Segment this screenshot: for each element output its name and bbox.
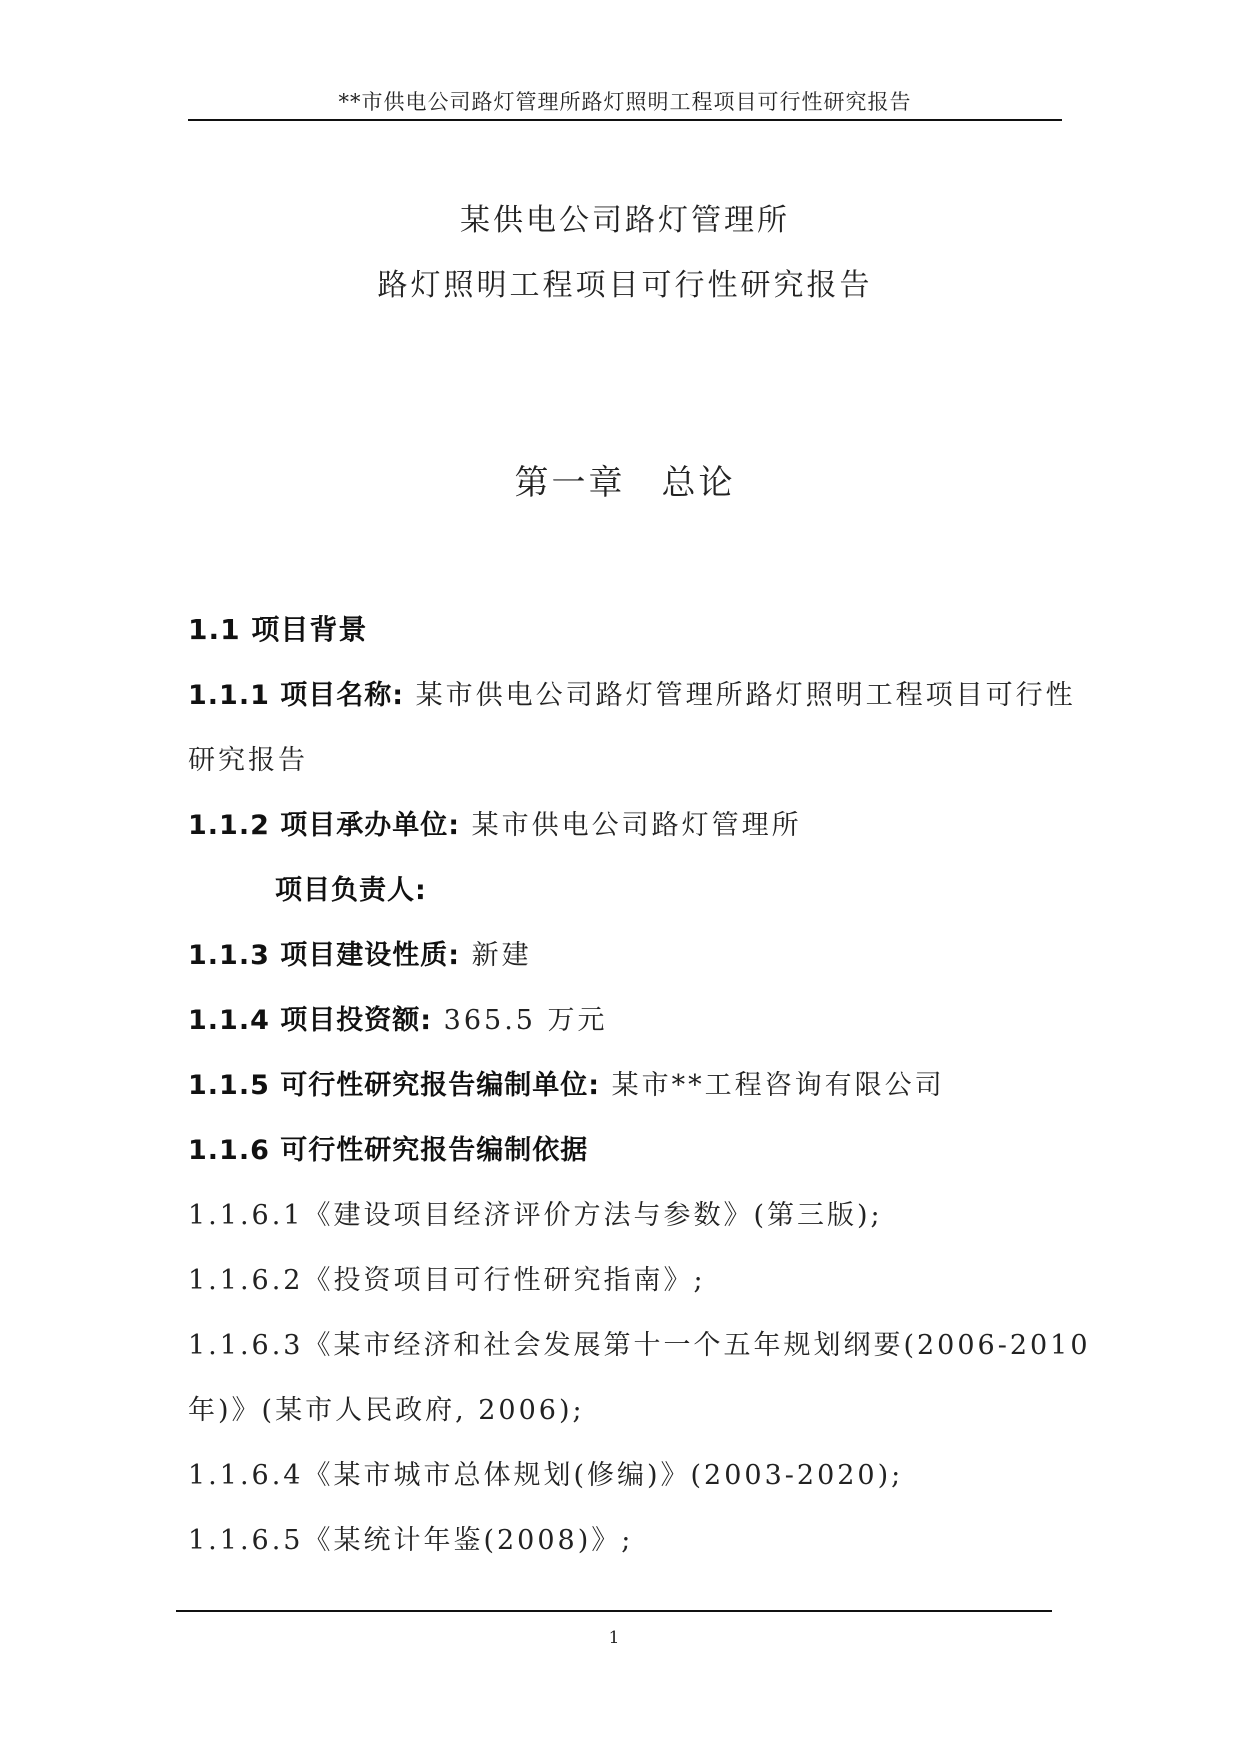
page-number: 1 — [608, 1628, 620, 1648]
section-heading: 1.1 项目背景 — [188, 613, 368, 646]
reference-3: 1.1.6.3《某市经济和社会发展第十一个五年规划纲要(2006-2010 — [188, 1330, 1091, 1361]
footer-rule — [176, 1610, 1052, 1612]
item-host-unit — [188, 803, 802, 842]
reference-3-continued: 年)》(某市人民政府, 2006); — [188, 1395, 585, 1426]
chapter-heading — [188, 455, 1062, 504]
item-label: 1.1.2 项目承办单位: — [188, 810, 461, 841]
item-project-name-continued: 研究报告 — [188, 745, 308, 776]
item-project-name — [188, 673, 1076, 712]
item-value: 新建 — [471, 940, 532, 971]
chapter-number: 第一章 — [514, 463, 626, 503]
reference-5: 1.1.6.5《某统计年鉴(2008)》; — [188, 1525, 634, 1556]
item-compiler — [188, 1063, 945, 1102]
item-label: 1.1.6 可行性研究报告编制依据 — [188, 1135, 589, 1166]
item-value: 某市供电公司路灯管理所 — [471, 810, 802, 841]
item-investment — [188, 998, 608, 1037]
item-compilation-basis — [188, 1128, 588, 1167]
item-value: 365.5 万元 — [443, 1005, 608, 1036]
item-project-leader — [275, 868, 427, 907]
item-label: 1.1.4 项目投资额: — [188, 1005, 433, 1036]
item-label: 项目负责人: — [275, 875, 427, 906]
header-rule — [188, 119, 1062, 121]
chapter-name: 总论 — [661, 463, 736, 503]
item-value: 某市**工程咨询有限公司 — [611, 1070, 945, 1101]
reference-2: 1.1.6.2《投资项目可行性研究指南》; — [188, 1265, 706, 1296]
item-label: 1.1.1 项目名称: — [188, 680, 405, 711]
item-construction-nature — [188, 933, 532, 972]
item-label: 1.1.5 可行性研究报告编制单位: — [188, 1070, 601, 1101]
reference-1: 1.1.6.1《建设项目经济评价方法与参数》(第三版); — [188, 1200, 883, 1231]
item-label: 1.1.3 项目建设性质: — [188, 940, 461, 971]
document-title-line-2: 路灯照明工程项目可行性研究报告 — [377, 268, 873, 303]
item-value: 某市供电公司路灯管理所路灯照明工程项目可行性 — [415, 680, 1076, 711]
running-header: **市供电公司路灯管理所路灯照明工程项目可行性研究报告 — [338, 90, 912, 114]
document-title-line-1: 某供电公司路灯管理所 — [460, 203, 790, 238]
reference-4: 1.1.6.4《某市城市总体规划(修编)》(2003-2020); — [188, 1460, 904, 1491]
